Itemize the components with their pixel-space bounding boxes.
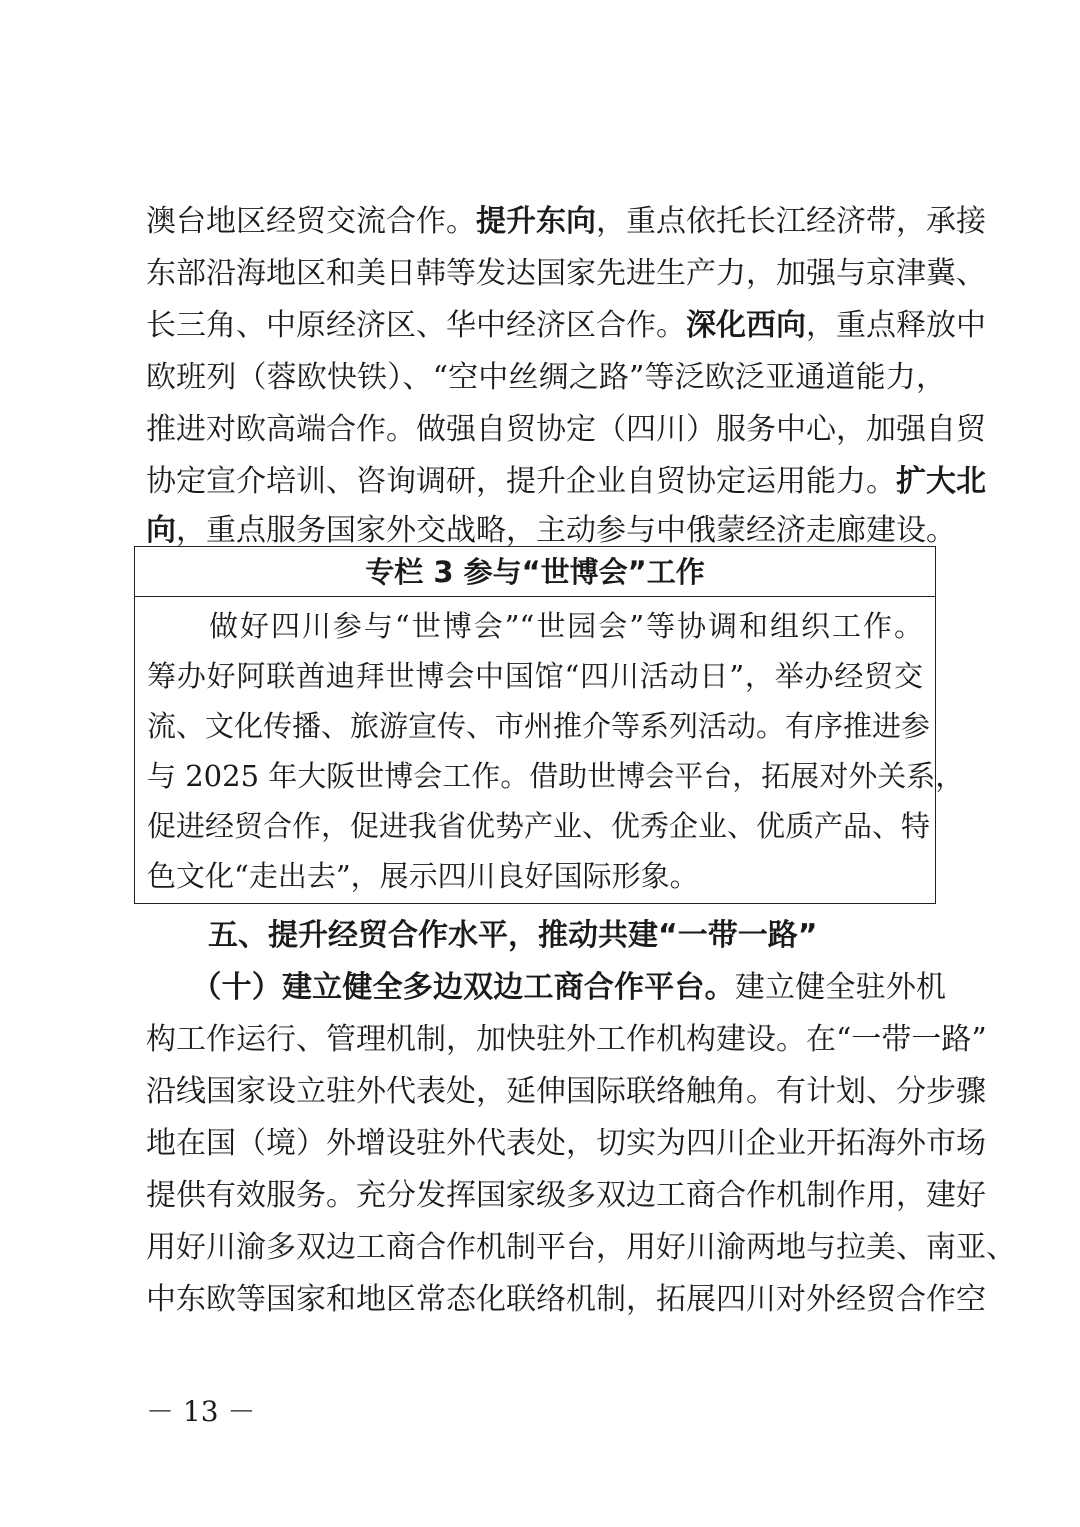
column-box-line: 做好四川参与“世博会”“世园会”等协调和组织工作。 (147, 609, 923, 643)
column-box-line: 与 2025 年大阪世博会工作。借助世博会平台，拓展对外关系， (147, 759, 965, 793)
paragraph-line: 构工作运行、管理机制，加快驻外工作机构建设。在“一带一路” (146, 1022, 987, 1057)
paragraph-line: 推进对欧高端合作。做强自贸协定（四川）服务中心，加强自贸 (146, 412, 986, 447)
bold-keyword: 扩大北 (896, 464, 986, 499)
paragraph-line: 地在国（境）外增设驻外代表处，切实为四川企业开拓海外市场 (146, 1126, 986, 1161)
column-box-line: 促进经贸合作，促进我省优势产业、优秀企业、优质产品、特 (147, 809, 931, 843)
column-box-line: 流、文化传播、旅游宣传、市州推介等系列活动。有序推进参 (147, 709, 931, 743)
paragraph-line (146, 456, 986, 508)
bold-keyword: 向 (146, 513, 176, 548)
paragraph-line (146, 962, 946, 1014)
paragraph-line: 提供有效服务。充分发挥国家级多双边工商合作机制作用，建好 (146, 1178, 986, 1213)
column-box-title: 专栏 3 参与“世博会”工作 (135, 547, 935, 597)
column-box-line: 色文化“走出去”，展示四川良好国际形象。 (147, 859, 699, 893)
text-span: 长三角、中原经济区、华中经济区合作。 (146, 308, 686, 343)
paragraph-line (146, 196, 986, 248)
text-span: ，重点依托长江经济带，承接 (596, 204, 986, 239)
page-number: － 13 － (146, 1395, 256, 1428)
text-span: 建立健全驻外机 (734, 970, 947, 1005)
text-span: ，重点释放中 (806, 308, 986, 343)
bold-keyword: 提升东向 (476, 204, 596, 239)
column-box (134, 546, 965, 904)
paragraph-line: 东部沿海地区和美日韩等发达国家先进生产力，加强与京津冀、 (146, 256, 986, 291)
text-span: ，重点服务国家外交战略，主动参与中俄蒙经济走廊建设。 (176, 513, 956, 548)
subsection-title: （十）建立健全多边双边工商合作平台。 (146, 970, 735, 1005)
paragraph-line: 中东欧等国家和地区常态化联络机制，拓展四川对外经贸合作空 (146, 1282, 986, 1317)
section-heading: 五、提升经贸合作水平，推动共建“一带一路” (208, 918, 818, 953)
text-span: 协定宣介培训、咨询调研，提升企业自贸协定运用能力。 (146, 464, 896, 499)
text-span: 澳台地区经贸交流合作。 (146, 204, 476, 239)
column-box-line: 筹办好阿联酋迪拜世博会中国馆“四川活动日”，举办经贸交 (147, 659, 923, 693)
paragraph-line: 沿线国家设立驻外代表处，延伸国际联络触角。有计划、分步骤 (146, 1074, 986, 1109)
paragraph-line: 用好川渝多双边工商合作机制平台，用好川渝两地与拉美、南亚、 (146, 1230, 1016, 1265)
paragraph-line (146, 300, 986, 352)
paragraph-line: 欧班列（蓉欧快铁）、“空中丝绸之路”等泛欧泛亚通道能力， (146, 360, 946, 395)
bold-keyword: 深化西向 (686, 308, 806, 343)
